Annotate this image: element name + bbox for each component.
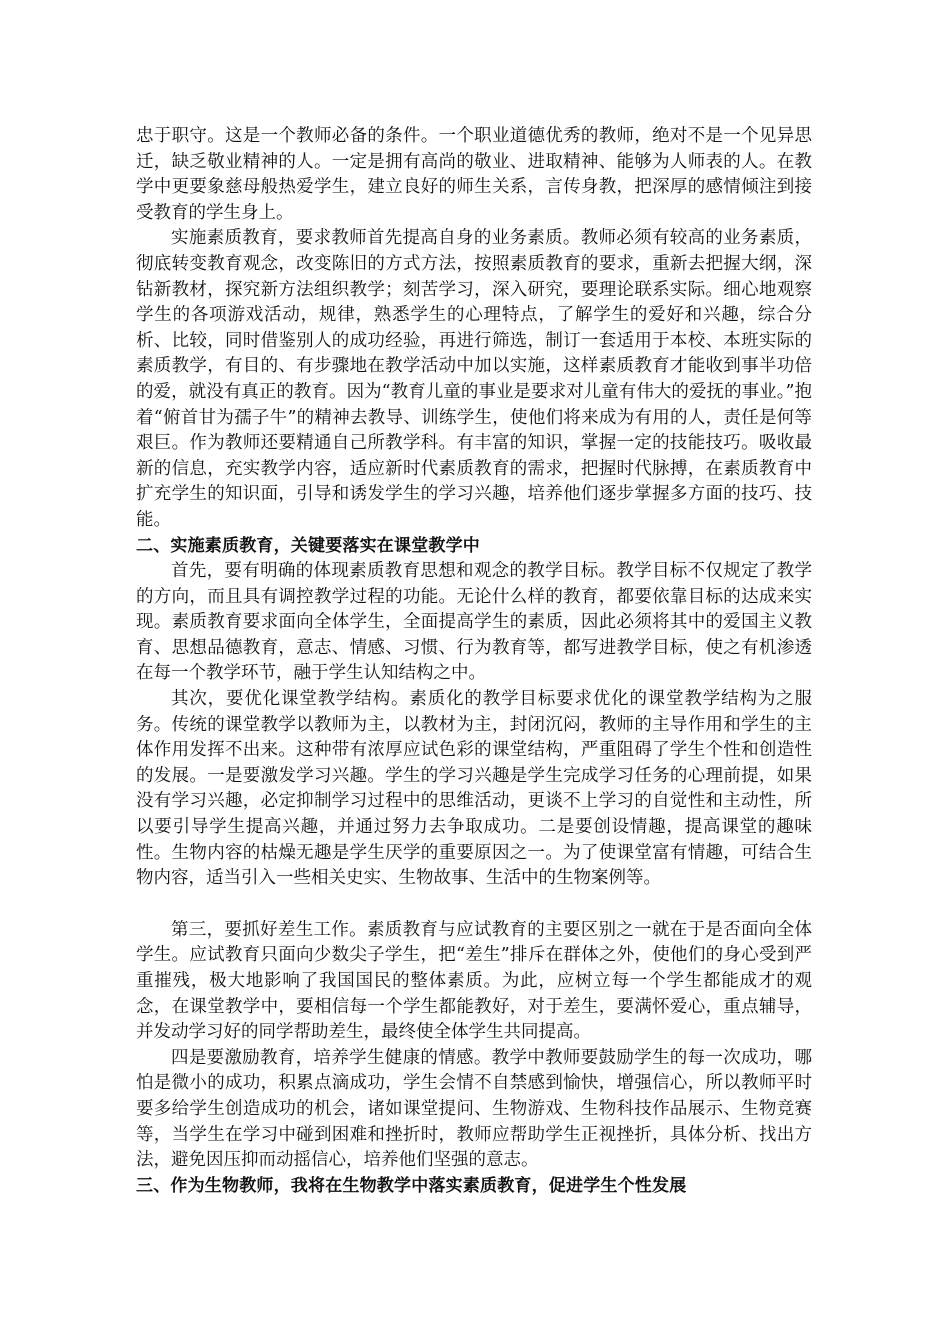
section-heading-2: 二、实施素质教育，关键要落实在课堂教学中 [136,535,480,556]
section-heading-3: 三、作为生物教师，我将在生物教学中落实素质教育，促进学生个性发展 [136,1175,687,1196]
paragraph-weak-students: 第三，要抓好差生工作。素质教育与应试教育的主要区别之一就在于是否面向全体学生。应试教育只面向少数尖子学生，把“差生”排斥在群体之外，使他们的身心受到严重摧残，极大地影响了我国国民的整体素质。为此，应树立每一个学生都能成才的观念，在课堂教学中，要相信每一个学生都能教好，对于差生，要满怀爱心，重点辅导，并发动学习好的同学帮助差生，最终使全体学生共同提高。 [136,919,812,1043]
document-body [136,124,812,1199]
paragraph-continuation: 忠于职守。这是一个教师必备的条件。一个职业道德优秀的教师，绝对不是一个见异思迁，缺乏敬业精神的人。一定是拥有高尚的敬业、进取精神、能够为人师表的人。在教学中更要象慈母般热爱学生，建立良好的师生关系，言传身教，把深厚的感情倾注到接受教育的学生身上。 [136,126,812,223]
blank-line [136,892,812,918]
paragraph-classroom-structure: 其次，要优化课堂教学结构。素质化的教学目标要求优化的课堂教学结构为之服务。传统的课堂教学以教师为主，以教材为主，封闭沉闷，教师的主导作用和学生的主体作用发挥不出来。这种带有浓厚应试色彩的课堂结构，严重阻碍了学生个性和创造性的发展。一是要激发学习兴趣。学生的学习兴趣是学生完成学习任务的心理前提，如果没有学习兴趣，必定抑制学习过程中的思维活动，更谈不上学习的自觉性和主动性，所以要引导学生提高兴趣，并通过努力去争取成功。二是要创设情趣，提高课堂的趣味性。生物内容的枯燥无趣是学生厌学的重要原因之一。为了使课堂富有情趣，可结合生物内容，适当引入一些相关史实、生物故事、生活中的生物案例等。 [136,689,812,889]
paragraph-teaching-goals: 首先，要有明确的体现素质教育思想和观念的教学目标。教学目标不仅规定了教学的方向，而且具有调控教学过程的功能。无论什么样的教育，都要依靠目标的达成来实现。素质教育要求面向全体学生，全面提高学生的素质，因此必须将其中的爱国主义教育、思想品德教育，意志、情感、习惯、行为教育等，都写进教学目标，使之有机渗透在每一个教学环节，融于学生认知结构之中。 [136,561,812,684]
paragraph-business-quality: 实施素质教育，要求教师首先提高自身的业务素质。教师必须有较高的业务素质，彻底转变教育观念，改变陈旧的方式方法，按照素质教育的要求，重新去把握大纲，深钻新教材，探究新方法组织教学；刻苦学习，深入研究，要理论联系实际。细心地观察学生的各项游戏活动，规律，熟悉学生的心理特点，了解学生的爱好和兴趣，综合分析、比较，同时借鉴别人的成功经验，再进行筛选，制订一套适用于本校、本班实际的素质教学，有目的、有步骤地在教学活动中加以实施，这样素质教育才能收到事半功倍的爱，就没有真正的教育。因为“教育儿童的事业是要求对儿童有伟大的爱抚的事业。”抱着“俯首甘为孺子牛”的精神去教导、训练学生，使他们将来成为有用的人，责任是何等艰巨。作为教师还要精通自己所教学科。有丰富的知识，掌握一定的技能技巧。吸收最新的信息，充实教学内容，适应新时代素质教育的需求，把握时代脉搏，在素质教育中扩充学生的知识面，引导和诱发学生的学习兴趣，培养他们逐步掌握多方面的技巧、技能。 [136,228,812,530]
paragraph-encouragement: 四是要激励教育，培养学生健康的情感。教学中教师要鼓励学生的每一次成功，哪怕是微小的成功，积累点滴成功，学生会情不自禁感到愉快，增强信心，所以教师平时要多给学生创造成功的机会，诸如课堂提问、生物游戏、生物科技作品展示、生物竞赛等，当学生在学习中碰到困难和挫折时，教师应帮助学生正视挫折，具体分析、找出方法，避免因压抑而动摇信心，培养他们坚强的意志。 [136,1047,812,1171]
